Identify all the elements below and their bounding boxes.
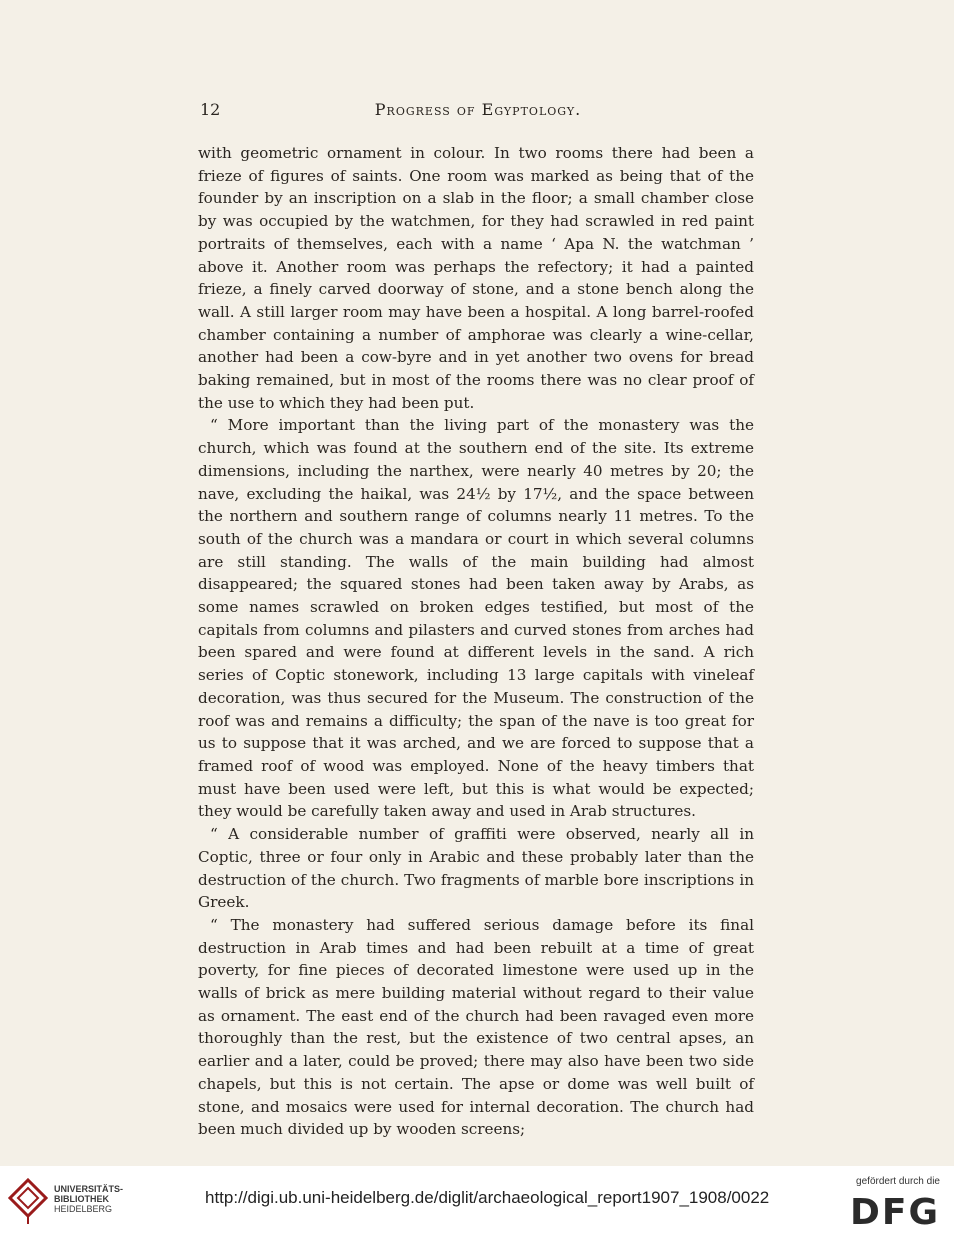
paragraph: “ A considerable number of graffiti were observed, nearly all in Coptic, three or four only in Arabic and these probably later than the destruction of the church. Two fragments of marble bore inscriptions in Greek.: [198, 825, 754, 912]
digitization-footer: [0, 1166, 954, 1238]
running-title: Progress of Egyptology.: [374, 100, 582, 119]
body-text: [198, 142, 754, 1141]
library-name-line: BIBLIOTHEK: [54, 1194, 109, 1204]
dfg-logo: DFG: [849, 1192, 940, 1233]
library-name-line: HEIDELBERG: [54, 1204, 113, 1214]
funding-note: gefördert durch die: [856, 1176, 940, 1187]
paragraph: “ More important than the living part of the monastery was the church, which was found at the southern end of the site. Its extreme dimensions, including the narthex, were nearly 40 metres by 20; the nave, excluding the haikal, was 24½ by 17½, and the space between the northern and southern range of columns nearly 11 metres. To the south of the church was a mandara or court in which several columns are still standing. The walls of the main building had almost disappeared; the squared stones had been taken away by Arabs, as some names scrawled on broken edges testified, but most of the capitals from columns and pilasters and curved stones from arches had been spared and were found at different levels in the sand. A rich series of Coptic stonework, including 13 large capitals with vineleaf decoration, was thus secured for the Museum. The construction of the roof was and remains a difficulty; the span of the nave is too great for us to suppose that it was arched, and we are forced to suppose that a framed roof of wood was employed. None of the heavy timbers that must have been used were left, but this is what would be expected; they would be carefully taken away and used in Arab structures.: [198, 416, 754, 821]
permalink-url[interactable]: http://digi.ub.uni-heidelberg.de/diglit/archaeological_report1907_1908/0022: [205, 1188, 770, 1207]
university-library-logo-icon: [8, 1178, 48, 1224]
page-header: [200, 100, 756, 124]
library-name: [54, 1184, 123, 1214]
paragraph: “ The monastery had suffered serious damage before its final destruction in Arab times and had been rebuilt at a time of great poverty, for fine pieces of decorated limestone were used up in the walls of brick as mere building material without regard to their value as ornament. The east end of the church had been ravaged even more thoroughly than the rest, but the existence of two central apses, an earlier and a later, could be proved; there may also have been two side chapels, but this is not certain. The apse or dome was well built of stone, and mosaics were used for internal decoration. The church had been much divided up by wooden screens;: [198, 915, 754, 1139]
page-number: 12: [200, 100, 221, 119]
paragraph: with geometric ornament in colour. In two rooms there had been a frieze of figures of saints. One room was marked as being that of the founder by an inscription on a slab in the floor; a small chamber close by was occupied by the watchmen, for they had scrawled in red paint portraits of themselves, each with a name ‘ Apa N. the watchman ’ above it. Another room was perhaps the refectory; it had a painted frieze, a finely carved doorway of stone, and a stone bench along the wall. A still larger room may have been a hospital. A long barrel-roofed chamber containing a number of amphorae was clearly a wine-cellar, another had been a cow-byre and in yet another two ovens for bread baking remained, but in most of the rooms there was no clear proof of the use to which they had been put.: [198, 144, 754, 412]
library-name-line: UNIVERSITÄTS-: [54, 1184, 124, 1194]
